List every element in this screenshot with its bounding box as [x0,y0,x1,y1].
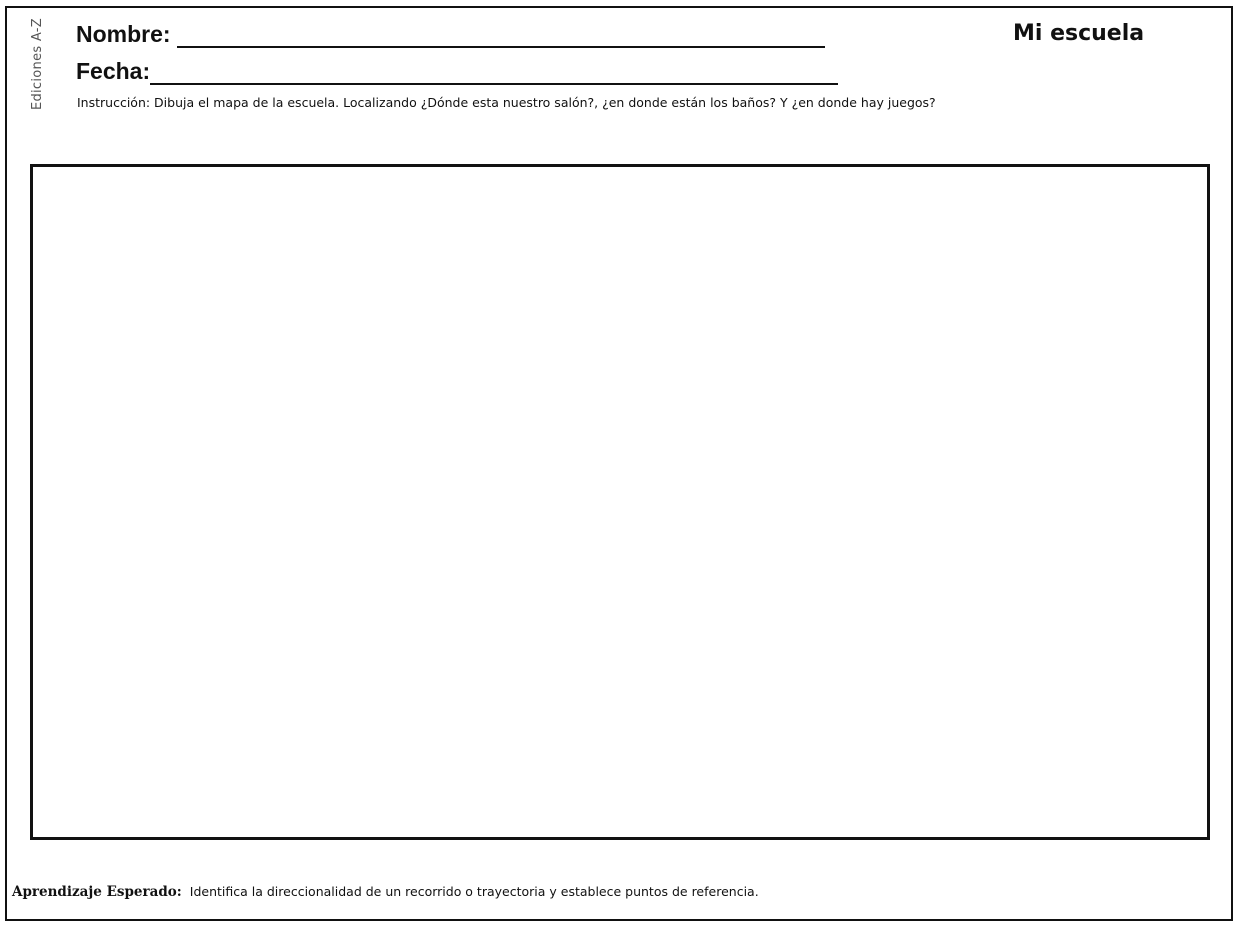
date-label: Fecha: [76,58,151,84]
expected-learning-label: Aprendizaje Esperado: [12,884,182,900]
instruction-text: Instrucción: Dibuja el mapa de la escuela. Localizando ¿Dónde esta nuestro salón?, ¿en donde están los baños? Y ¿en donde hay juegos? [77,95,936,110]
name-field [76,20,825,48]
expected-learning [12,884,759,900]
name-blank-line[interactable] [177,22,825,48]
expected-learning-text: Identifica la direccionalidad de un recorrido o trayectoria y establece puntos de referencia. [189,884,759,899]
drawing-area[interactable] [30,164,1210,840]
worksheet-title: Mi escuela [1013,21,1145,46]
name-label: Nombre: [76,21,171,47]
date-blank-line[interactable] [150,59,838,85]
date-field [76,57,838,85]
publisher-label: Ediciones A-Z [30,18,45,111]
